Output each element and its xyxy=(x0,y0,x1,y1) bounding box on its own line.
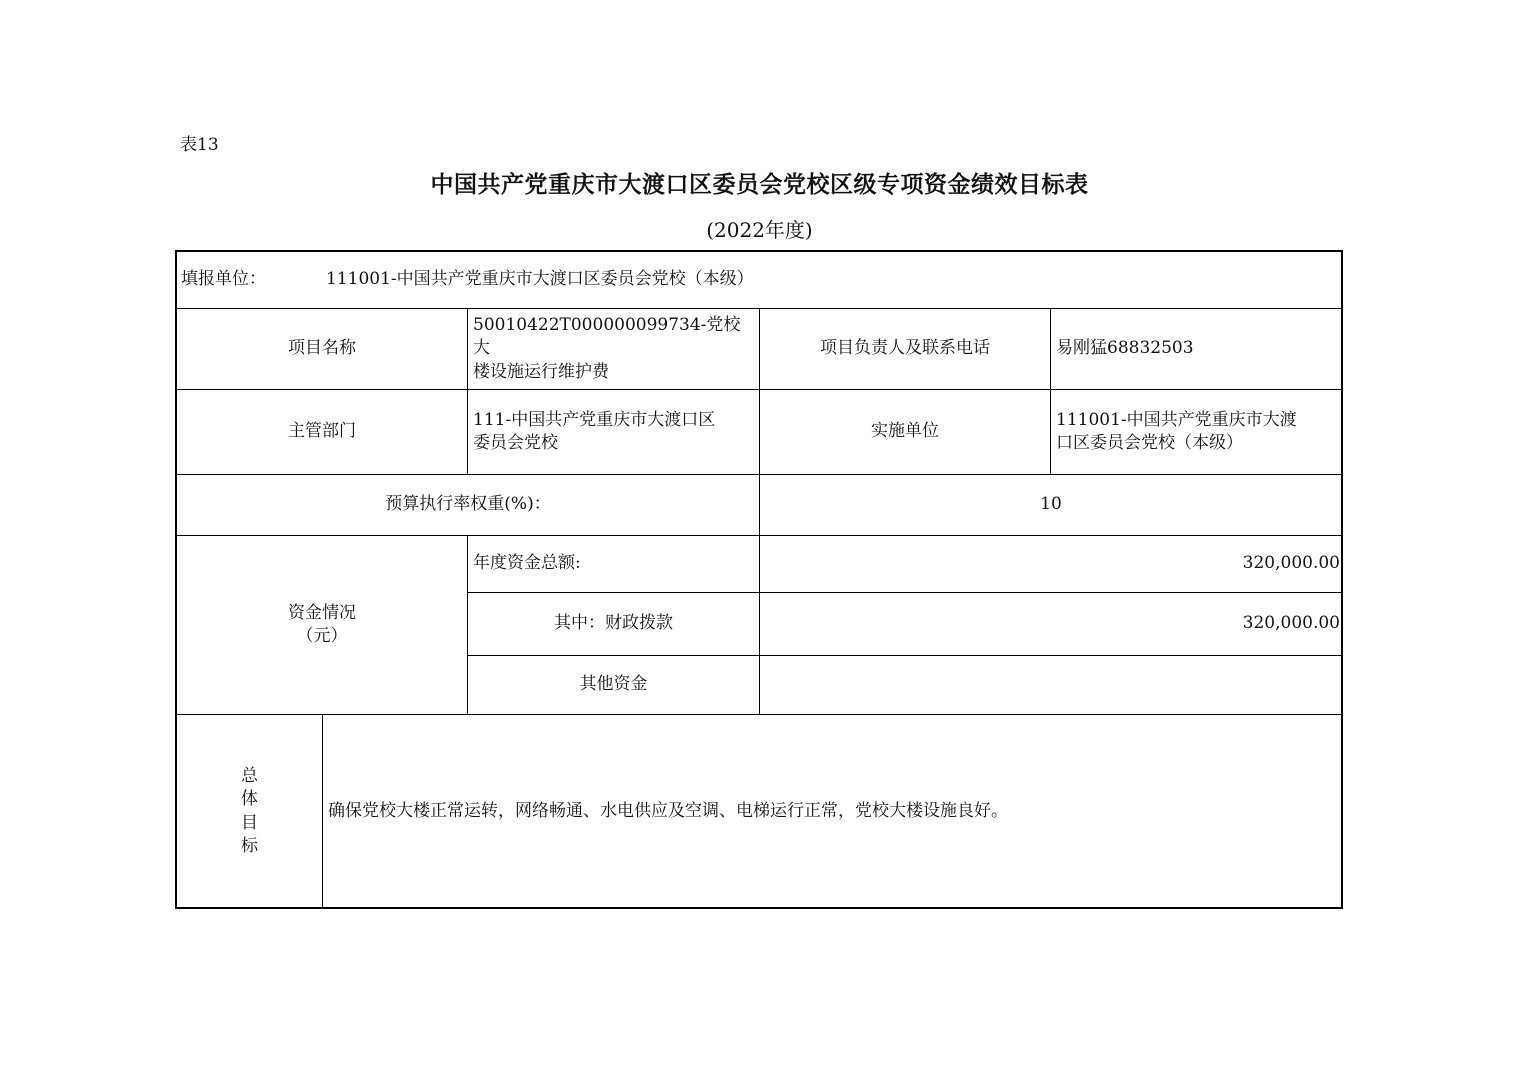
funds-label-line1: 资金情况 xyxy=(288,602,356,623)
annual-total-value: 320,000.00 xyxy=(1242,553,1340,574)
overall-goal-label-cell xyxy=(176,714,323,909)
impl-unit-value-line1: 111001-中国共产党重庆市大渡 xyxy=(1056,409,1297,430)
project-name-label-cell xyxy=(176,308,468,390)
fiscal-allocation-value: 320,000.00 xyxy=(1242,613,1340,634)
report-unit-row xyxy=(176,251,1343,309)
contact-label-cell xyxy=(759,308,1051,390)
department-value-line2: 委员会党校 xyxy=(473,433,558,453)
project-name-value-cell xyxy=(467,308,760,390)
impl-unit-value-line2: 口区委员会党校（本级） xyxy=(1056,433,1243,453)
document-title: 中国共产党重庆市大渡口区委员会党校区级专项资金绩效目标表 xyxy=(430,171,1089,198)
table-number: 表13 xyxy=(180,135,219,155)
annual-total-value-cell xyxy=(759,535,1343,593)
department-value-cell xyxy=(467,389,760,475)
overall-goal-text-cell xyxy=(322,714,1343,909)
overall-goal-label xyxy=(241,765,258,859)
fiscal-allocation-value-cell xyxy=(759,592,1343,656)
department-label-cell xyxy=(176,389,468,475)
overall-goal-label-char: 总 xyxy=(241,765,258,786)
overall-goal-label-char: 目 xyxy=(241,812,258,833)
other-funds-value-cell xyxy=(759,655,1343,715)
report-unit-value: 111001-中国共产党重庆市大渡口区委员会党校（本级） xyxy=(326,269,754,290)
department-value-line1: 111-中国共产党重庆市大渡口区 xyxy=(473,409,716,430)
impl-unit-label-cell xyxy=(759,389,1051,475)
contact-value: 易刚猛68832503 xyxy=(1056,338,1194,359)
overall-goal-label-char: 标 xyxy=(241,835,258,856)
budget-weight-label: 预算执行率权重(%)： xyxy=(385,494,551,515)
overall-goal-label-char: 体 xyxy=(241,789,258,810)
contact-label: 项目负责人及联系电话 xyxy=(820,338,990,359)
budget-weight-value: 10 xyxy=(1040,494,1062,515)
contact-value-cell xyxy=(1050,308,1343,390)
annual-total-label: 年度资金总额: xyxy=(473,553,581,574)
document-subtitle: (2022年度) xyxy=(706,218,813,242)
department-label: 主管部门 xyxy=(288,421,356,442)
budget-weight-label-cell xyxy=(176,474,760,536)
project-name-value-line1: 50010422T000000099734-党校大 xyxy=(473,314,741,359)
funds-label-line2: （元） xyxy=(296,626,348,646)
overall-goal-text: 确保党校大楼正常运转，网络畅通、水电供应及空调、电梯运行正常，党校大楼设施良好。 xyxy=(328,800,1008,821)
other-funds-label-cell xyxy=(467,655,760,715)
annual-total-label-cell xyxy=(467,535,760,593)
report-unit-label: 填报单位： xyxy=(181,269,266,290)
budget-weight-value-cell xyxy=(759,474,1343,536)
impl-unit-label: 实施单位 xyxy=(871,421,939,442)
fiscal-allocation-label-cell xyxy=(467,592,760,656)
impl-unit-value-cell xyxy=(1050,389,1343,475)
project-name-label: 项目名称 xyxy=(288,338,356,359)
funds-label-cell xyxy=(176,535,468,715)
other-funds-label: 其他资金 xyxy=(579,674,648,695)
project-name-value-line2: 楼设施运行维护费 xyxy=(473,361,609,382)
fiscal-allocation-label: 其中：财政拨款 xyxy=(554,613,673,634)
